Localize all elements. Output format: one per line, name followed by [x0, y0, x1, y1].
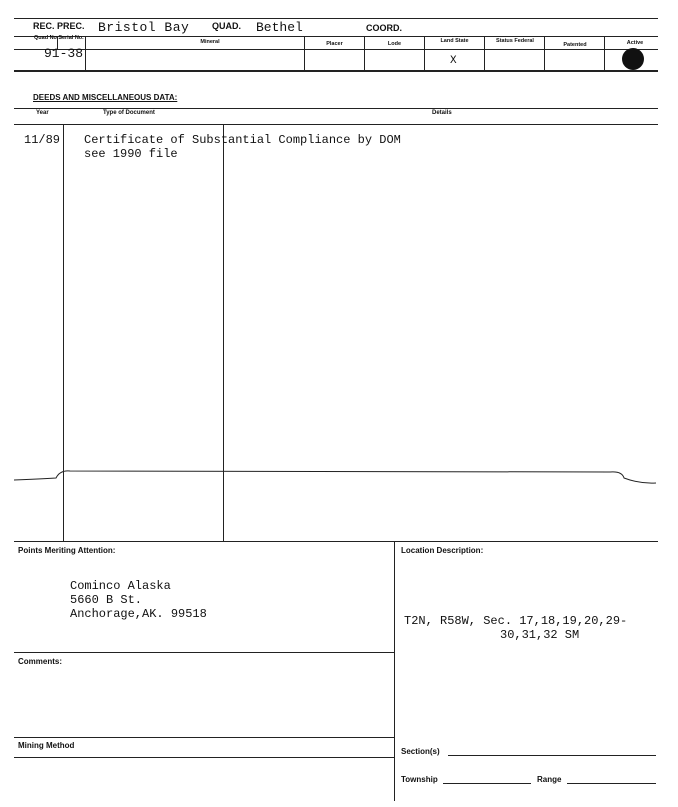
hdr-v-6	[484, 36, 485, 70]
section-label: Section(s)	[401, 747, 440, 756]
land-state-mark: X	[450, 55, 457, 67]
location-line1: T2N, R58W, Sec. 17,18,19,20,29-	[404, 614, 628, 628]
rec-prec-value: Bristol Bay	[98, 20, 190, 35]
range-field	[567, 783, 656, 784]
patented-label: Patented	[563, 42, 587, 48]
quad-label: QUAD.	[212, 21, 241, 31]
header-rule-3	[14, 49, 658, 50]
entry-text-line2: see 1990 file	[84, 147, 178, 161]
points-label: Points Meriting Attention:	[18, 546, 116, 555]
mineral-label: Mineral	[200, 39, 220, 45]
active-dot	[622, 48, 644, 70]
mining-underline	[14, 757, 394, 758]
township-field	[443, 783, 531, 784]
hdr-v-8	[604, 36, 605, 70]
quad-no-label: Quad No.	[34, 35, 59, 41]
hdr-v-2	[85, 36, 86, 70]
comments-label: Comments:	[18, 657, 63, 666]
quad-serial-value: 91-38	[44, 46, 84, 61]
mining-method-label: Mining Method	[18, 741, 75, 750]
deeds-bottom-rule	[14, 541, 658, 542]
lode-label: Lode	[387, 41, 402, 47]
hdr-v-4	[364, 36, 365, 70]
fold-line	[0, 462, 678, 492]
township-label: Township	[401, 775, 438, 784]
quad-value: Bethel	[256, 20, 303, 35]
land-state-label: Land State	[440, 38, 469, 44]
col-details-label: Details	[432, 110, 452, 116]
status-federal-label: Status Federal	[496, 38, 534, 44]
hdr-v-5	[424, 36, 425, 70]
serial-no-label: Serial No.	[58, 35, 84, 41]
placer-label: Placer	[326, 41, 343, 47]
header-rule-2	[14, 36, 658, 37]
hdr-v-3	[304, 36, 305, 70]
range-label: Range	[537, 775, 562, 784]
entry-year: 11/89	[24, 133, 61, 147]
hdr-v-7	[544, 36, 545, 70]
hdr-v-1	[57, 36, 58, 49]
points-line3: Anchorage,AK. 99518	[70, 607, 207, 621]
deeds-section-title: DEEDS AND MISCELLANEOUS DATA:	[33, 93, 178, 102]
rec-prec-label: REC. PREC.	[33, 21, 85, 31]
deeds-top-rule	[14, 108, 658, 109]
header-rule-bottom	[14, 70, 658, 72]
top-rule	[14, 18, 658, 19]
section-field	[448, 755, 656, 756]
lower-divider	[394, 541, 395, 801]
entry-text-line1: Certificate of Substantial Compliance by DOM	[84, 133, 401, 147]
deeds-header-rule	[14, 124, 658, 125]
points-line2: 5660 B St.	[70, 593, 143, 607]
location-label: Location Description:	[401, 546, 484, 555]
coord-label: COORD.	[366, 23, 402, 33]
points-line1: Cominco Alaska	[70, 579, 171, 593]
col-year-label: Year	[36, 110, 49, 116]
location-line2: 30,31,32 SM	[500, 628, 580, 642]
active-label: Active	[626, 40, 644, 46]
comments-rule	[14, 652, 394, 653]
col-type-label: Type of Document	[103, 110, 155, 116]
mining-rule	[14, 737, 394, 738]
